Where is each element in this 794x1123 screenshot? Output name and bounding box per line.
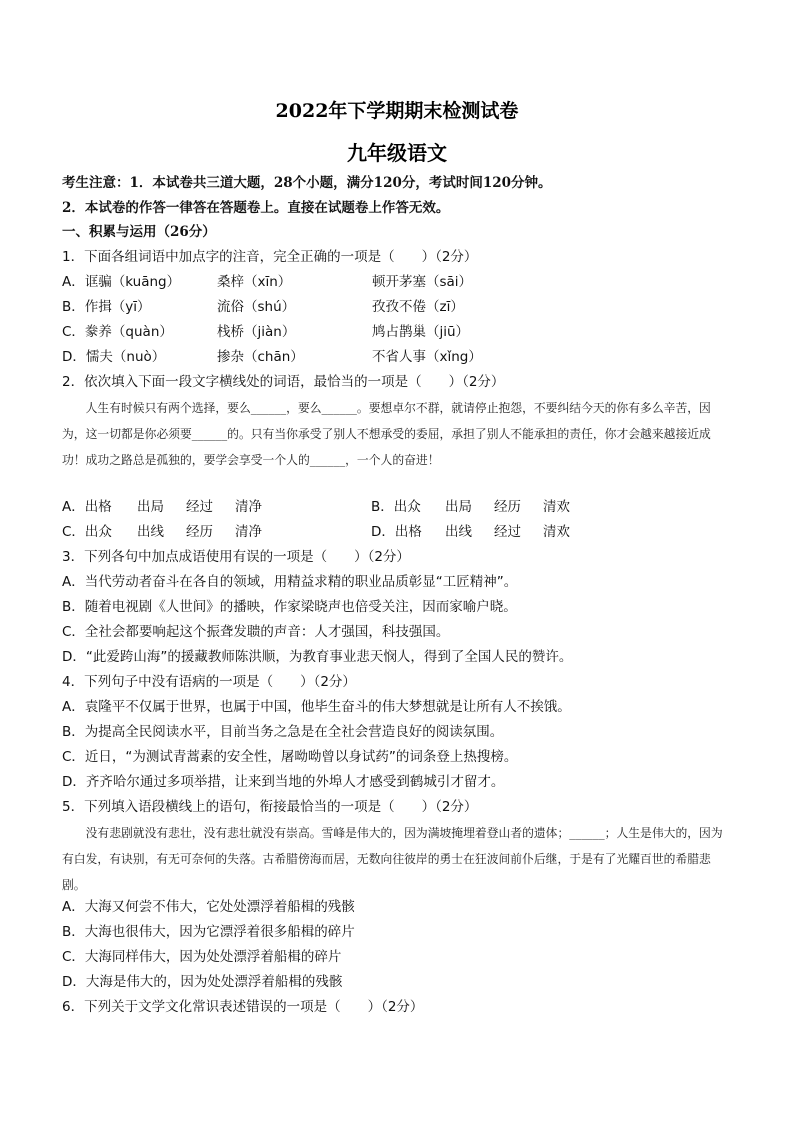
q5-option-d: D．大海是伟大的，因为处处漂浮着船楫的残骸 <box>62 974 343 990</box>
option-text: 顿开茅塞（sāi） <box>372 274 473 290</box>
option-text: 出局 <box>137 499 164 515</box>
option-text: 出线 <box>137 524 164 540</box>
option-text: 孜孜不倦（zī） <box>372 299 464 315</box>
q5-stem: 5．下列填入语段横线上的语句，衔接最恰当的一项是（ ）（2分） <box>62 799 478 815</box>
option-text: 经历 <box>186 524 213 540</box>
option-text: 栈桥（jiàn） <box>217 324 296 340</box>
q5-option-c: C．大海同样伟大，因为处处漂浮着船楫的碎片 <box>62 949 342 965</box>
option-text: C．豢养（quàn） <box>62 324 173 340</box>
notice-line-1: 考生注意：1．本试卷共三道大题，28个小题，满分120分，考试时间120分钟。 <box>62 175 552 191</box>
option-text: 经过 <box>186 499 213 515</box>
option-text: 流俗（shú） <box>217 299 296 315</box>
option-text: 掺杂（chān） <box>217 349 304 365</box>
option-text: 经过 <box>494 524 521 540</box>
option-text: 出局 <box>445 499 472 515</box>
q4-option-a: A．袁隆平不仅属于世界，也属于中国，他毕生奋斗的伟大梦想就是让所有人不挨饿。 <box>62 699 571 715</box>
option-text: 清欢 <box>543 524 570 540</box>
q5-passage: 没有悲剧就没有悲壮，没有悲壮就没有崇高。雪峰是伟大的，因为满坡掩埋着登山者的遗体；______；人生是伟大的，因为有白发，有诀别，有无可奈何的失落。古希腊傍海而居，无数向往彼岸的勇士在狂波间前仆后继，于是有了光耀百世的希腊悲剧。 <box>62 826 723 892</box>
option-text: 经历 <box>494 499 521 515</box>
option-text: A．诓骗（kuāng） <box>62 274 181 290</box>
q3-option-a: A．当代劳动者奋斗在各自的领域，用精益求精的职业品质彰显“工匠精神”。 <box>62 574 518 590</box>
option-text: 清净 <box>235 499 262 515</box>
notice-line-2: 2．本试卷的作答一律答在答题卷上。直接在试题卷上作答无效。 <box>62 200 450 216</box>
option-text: 桑梓（xīn） <box>217 274 292 290</box>
exam-subtitle: 九年级语文 <box>347 141 447 165</box>
q3-option-c: C．全社会都要响起这个振聋发聩的声音：人才强国，科技强国。 <box>62 624 450 640</box>
q3-option-d: D．“此爱跨山海”的援藏教师陈洪顺，为教育事业悲天悯人，得到了全国人民的赞许。 <box>62 649 573 665</box>
option-text: 清欢 <box>543 499 570 515</box>
q4-option-d: D．齐齐哈尔通过多项举措，让来到当地的外埠人才感受到鹤城引才留才。 <box>62 774 505 790</box>
q6-stem: 6．下列关于文学文化常识表述错误的一项是（ ）（2分） <box>62 999 424 1015</box>
q3-stem: 3．下列各句中加点成语使用有误的一项是（ ）（2分） <box>62 549 410 565</box>
option-text: 不省人事（xǐng） <box>372 349 482 365</box>
option-text: C．出众 <box>62 524 112 540</box>
option-text: D．出格 <box>371 524 422 540</box>
q1-stem: 1．下面各组词语中加点字的注音，完全正确的一项是（ ）（2分） <box>62 249 478 265</box>
q3-option-b: B．随着电视剧《人世间》的播映，作家梁晓声也倍受关注，因而家喻户晓。 <box>62 599 517 615</box>
section-heading: 一、积累与运用（26分） <box>62 224 216 240</box>
q5-option-b: B．大海也很伟大，因为它漂浮着很多船楫的碎片 <box>62 924 355 940</box>
q5-option-a: A．大海又何尝不伟大，它处处漂浮着船楫的残骸 <box>62 899 355 915</box>
q2-passage: 人生有时候只有两个选择，要么______，要么______。要想卓尔不群，就请停止抱怨，不要纠结今天的你有多么辛苦，因为，这一切都是你必须要______的。只有当你承受了别人不想承受的委屈，承担了别人不能承担的责任，你才会越来越接近成功！成功之路总是孤独的，要学会享受一个人的______，一个人的奋进！ <box>62 401 711 467</box>
q4-option-b: B．为提高全民阅读水平，目前当务之急是在全社会营造良好的阅读氛围。 <box>62 724 504 740</box>
option-text: 鸠占鹊巢（jiū） <box>372 324 470 340</box>
exam-title: 2022年下学期期末检测试卷 <box>275 100 519 122</box>
q4-option-c: C．近日，“为测试青蒿素的安全性，屠呦呦曾以身试药”的词条登上热搜榜。 <box>62 749 518 765</box>
option-text: B．出众 <box>371 499 421 515</box>
q4-stem: 4．下列句子中没有语病的一项是（ ）（2分） <box>62 674 356 690</box>
option-text: B．作揖（yī） <box>62 299 151 315</box>
option-text: 出线 <box>445 524 472 540</box>
option-text: A．出格 <box>62 499 112 515</box>
q2-stem: 2．依次填入下面一段文字横线处的词语，最恰当的一项是（ ）（2分） <box>62 374 505 390</box>
option-text: 清净 <box>235 524 262 540</box>
option-text: D．懦夫（nuò） <box>62 349 166 365</box>
